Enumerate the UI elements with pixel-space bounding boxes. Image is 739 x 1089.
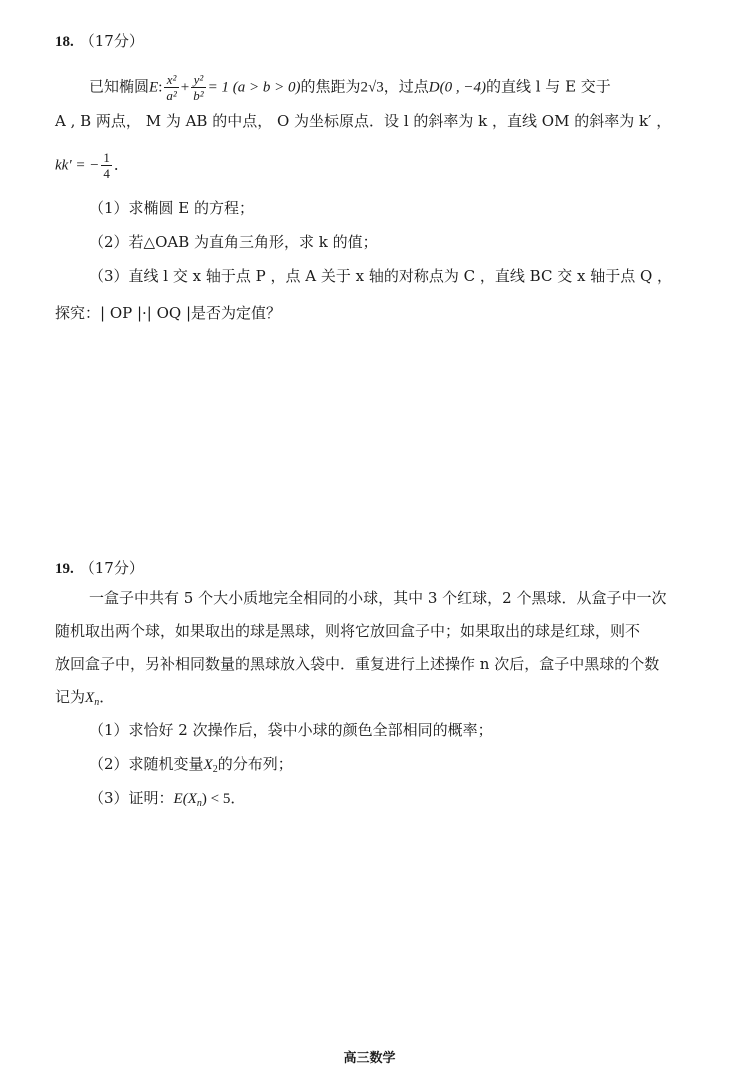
variable-X: X — [85, 690, 95, 706]
question-suffix: 的分布列； — [217, 755, 293, 773]
problem-19-score: （17分） — [79, 559, 144, 577]
variable-X: X — [203, 757, 213, 773]
stem-prefix: 记为 — [55, 688, 86, 706]
problem-18-number: 18. — [55, 34, 74, 50]
problem-19-question-2 — [89, 753, 293, 781]
ellipse-rhs: = 1 (a > b > 0) — [207, 79, 301, 96]
problem-18-stem-line-3 — [55, 150, 129, 181]
problem-19-number: 19. — [55, 561, 74, 577]
stem-mid: 的焦距为 — [300, 77, 361, 96]
expectation-expr: E(X — [173, 791, 197, 807]
fraction-y-over-b: $\frac{\text{y²}}{\text{b²}}$ — [193, 72, 204, 103]
fraction-one-quarter: $\frac{1}{4}$ — [103, 150, 110, 181]
problem-18-header — [55, 30, 144, 51]
focal-value: 2√3 — [360, 79, 384, 96]
period: ． — [113, 155, 129, 174]
problem-19-stem-line-4 — [55, 686, 114, 714]
problem-19-stem-line-3: 放回盒子中，另补相同数量的黑球放入袋中．重复进行上述操作 n 次后，盒子中黑球的个数 — [55, 655, 660, 673]
problem-19-question-3 — [89, 787, 245, 815]
problem-19-question-1: （1）求恰好 2 次操作后，袋中小球的颜色全部相同的概率； — [89, 721, 493, 739]
stem-suffix: 的直线 l 与 E 交于 — [485, 77, 611, 96]
subscript-n: n — [196, 798, 202, 809]
problem-18-stem-line-1: 已知椭圆E: $\frac{\text{x²}}{\text{a²}}$ + $\frac{\text{y²}}{\text{b²}}$ = 1 (a > b > 0)的焦距为2√3，过点D(0 , −4)的直线 l 与 E 交于 — [89, 72, 611, 103]
problem-19-stem-line-2: 随机取出两个球，如果取出的球是黑球，则将它放回盒子中；如果取出的球是红球，则不 — [55, 622, 641, 640]
question-prefix: （2）求随机变量 — [89, 755, 204, 773]
stem-point-label: ，过点 — [383, 77, 429, 96]
ellipse-label: E — [149, 79, 159, 96]
fraction-x-over-a: $\frac{\text{x²}}{\text{a²}}$ — [166, 72, 177, 103]
problem-19-header — [55, 557, 144, 578]
subscript-n: n — [94, 697, 100, 708]
problem-18-question-3-line-2: 探究：| OP |·| OQ |是否为定值？ — [55, 304, 282, 322]
problem-19-stem-line-1: 一盒子中共有 5 个大小质地完全相同的小球，其中 3 个红球，2 个黑球．从盒子中一次 — [89, 589, 667, 607]
problem-18-question-3-line-1: （3）直线 l 交 x 轴于点 P ，点 A 关于 x 轴的对称点为 C ，直线 BC 交 x 轴于点 Q ， — [89, 267, 673, 285]
problem-18-question-1: （1）求椭圆 E 的方程； — [89, 199, 255, 217]
expectation-tail: ) < 5． — [201, 791, 246, 807]
point-D: D(0 , −4) — [428, 79, 486, 96]
problem-18-stem-line-2: A , B 两点， M 为 AB 的中点， O 为坐标原点．设 l 的斜率为 k ，直线 OM 的斜率为 k′ ， — [55, 112, 672, 130]
problem-18-score: （17分） — [79, 32, 144, 50]
question-prefix: （3）证明： — [89, 789, 174, 807]
period: ． — [99, 688, 115, 706]
stem-prefix: 已知椭圆 — [89, 77, 150, 96]
page-footer: 高三数学 — [343, 1051, 396, 1066]
problem-18-question-2: （2）若△OAB 为直角三角形，求 k 的值； — [89, 233, 378, 251]
subscript-2: 2 — [212, 764, 218, 775]
kk-prime: kk′ = − — [55, 157, 100, 174]
